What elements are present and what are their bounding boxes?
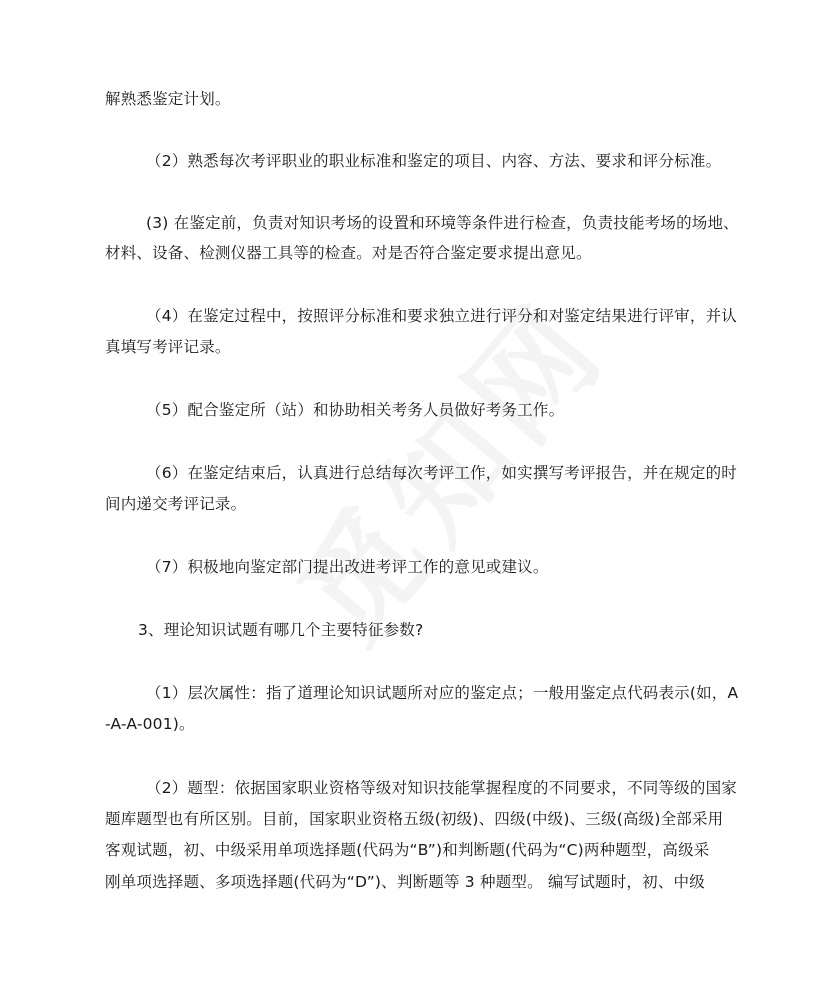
text-line: （2）题型：依据国家职业资格等级对知识技能掌握程度的不同要求，不同等级的国家 [146,779,737,797]
text-line: 客观试题，初、中级采用单项选择题(代码为“B”)和判断题(代码为“C)两种题型，高级采 [105,841,710,859]
text-line: 刚单项选择题、多项选择题(代码为“D”)、判断题等 3 种题型。 编写试题时，初、中级 [105,873,705,891]
text-line: -A-A-001)。 [105,715,195,733]
text-line: (3) 在鉴定前，负责对知识考场的设置和环境等条件进行检查，负责技能考场的场地、 [146,214,739,232]
text-line: （7）积极地向鉴定部门提出改进考评工作的意见或建议。 [146,558,549,576]
text-line: 间内递交考评记录。 [105,495,247,513]
text-line: 材料、设备、检测仪器工具等的检查。对是否符合鉴定要求提出意见。 [105,244,592,262]
text-line: 题库题型也有所区别。目前，国家职业资格五级(初级)、四级(中级)、三级(高级)全部采用 [105,810,724,828]
text-line: （1）层次属性：指了道理论知识试题所对应的鉴定点；一般用鉴定点代码表示(如，A [146,684,739,702]
text-line: 3、理论知识试题有哪几个主要特征参数? [138,621,424,639]
text-line: （2）熟悉每次考评职业的职业标准和鉴定的项目、内容、方法、要求和评分标准。 [146,152,722,170]
text-line: （6）在鉴定结束后，认真进行总结每次考评工作，如实撰写考评报告，并在规定的时 [146,464,737,482]
text-line: 解熟悉鉴定计划。 [105,90,231,108]
text-line: 真填写考评记录。 [105,338,231,356]
text-line: （4）在鉴定过程中，按照评分标准和要求独立进行评分和对鉴定结果进行评审，并认 [146,307,737,325]
text-line: （5）配合鉴定所（站）和协助相关考务人员做好考务工作。 [146,401,565,419]
